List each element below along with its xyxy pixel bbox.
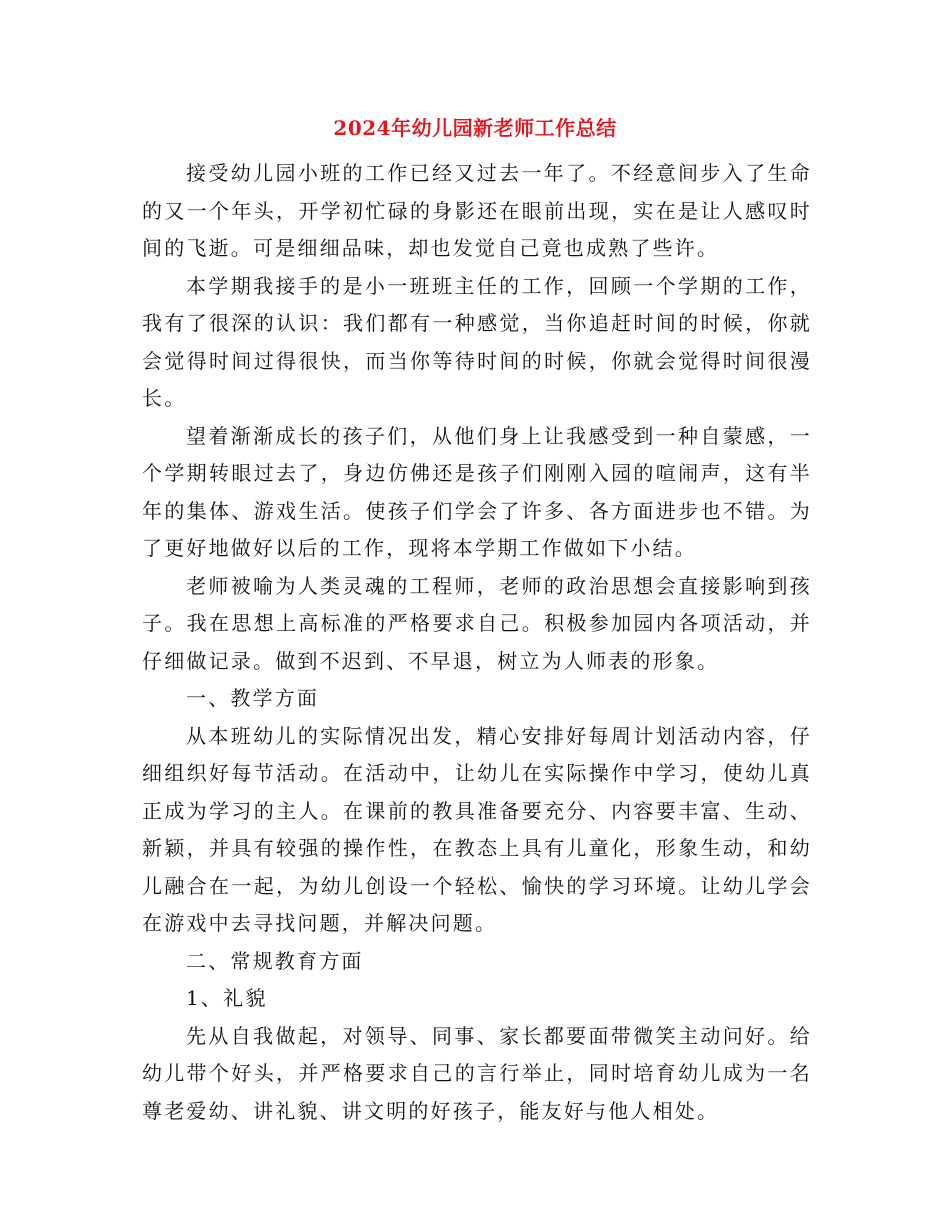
section-heading-teaching: 一、教学方面: [186, 686, 320, 710]
section-heading-routine-education: 二、常规教育方面: [186, 948, 364, 973]
paragraph-teacher-conduct: 老师被喻为人类灵魂的工程师，老师的政治思想会直接影响到孩子。我在思想上高标准的严格要求自己。积极参加园内各项活动，并仔细做记录。做到不迟到、不早退，树立为人师表的形象。: [142, 573, 812, 673]
paragraph-teaching: 从本班幼儿的实际情况出发，精心安排好每周计划活动内容，仔细组织好每节活动。在活动中，让幼儿在实际操作中学习，使幼儿真正成为学习的主人。在课前的教具准备要充分、内容要丰富、生动、新颖，并具有较强的操作性，在教态上具有儿童化，形象生动，和幼儿融合在一起，为幼儿创设一个轻松、愉快的学习环境。让幼儿学会在游戏中去寻找问题，并解决问题。: [142, 723, 812, 935]
paragraph-class-teacher: 本学期我接手的是小一班班主任的工作，回顾一个学期的工作，我有了很深的认识：我们都有一种感觉，当你追赶时间的时候，你就会觉得时间过得很快，而当你等待时间的时候，你就会觉得时间很漫长。: [142, 273, 812, 410]
subsection-heading-manners: 1、礼貌: [186, 986, 268, 1010]
paragraph-children-growth: 望着渐渐成长的孩子们，从他们身上让我感受到一种自蒙感，一个学期转眼过去了，身边仿佛还是孩子们刚刚入园的喧闹声，这有半年的集体、游戏生活。使孩子们学会了许多、各方面进步也不错。为了更好地做好以后的工作，现将本学期工作做如下小结。: [142, 423, 812, 560]
document-title: 2024年幼儿园新老师工作总结: [333, 116, 617, 140]
paragraph-manners: 先从自我做起，对领导、同事、家长都要面带微笑主动问好。给幼儿带个好头，并严格要求自己的言行举止，同时培育幼儿成为一名尊老爱幼、讲礼貌、讲文明的好孩子，能友好与他人相处。: [142, 1023, 812, 1123]
document-body: [142, 155, 812, 1130]
paragraph-intro: 接受幼儿园小班的工作已经又过去一年了。不经意间步入了生命的又一个年头，开学初忙碌的身影还在眼前出现，实在是让人感叹时间的飞逝。可是细细品味，却也发觉自己竟也成熟了些许。: [142, 161, 812, 260]
